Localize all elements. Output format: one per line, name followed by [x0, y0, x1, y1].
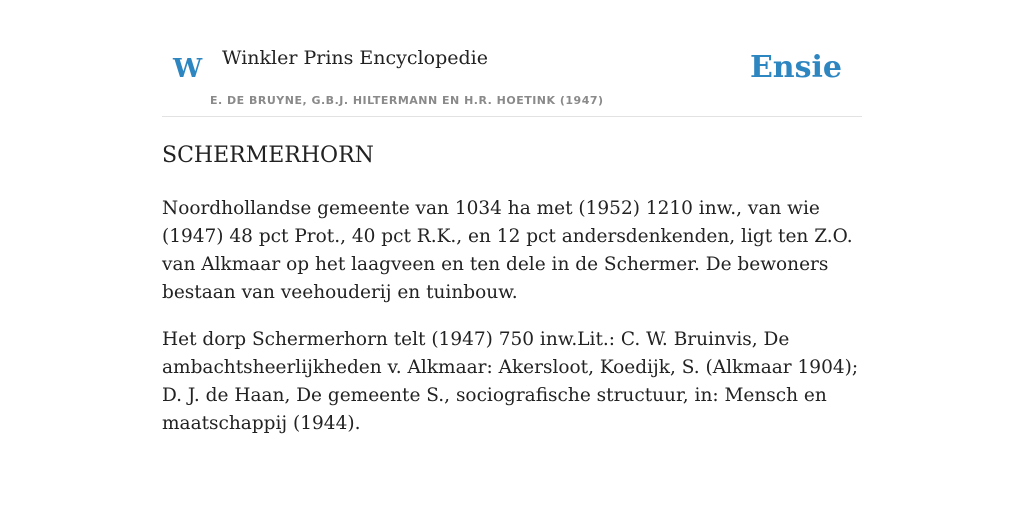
entry-paragraph: Het dorp Schermerhorn telt (1947) 750 inw.Lit.: C. W. Bruinvis, De ambachtsheerlijkheden v. Alkmaar: Akersloot, Koedijk, S. (Alkmaar 1904); D. J. de Haan, De gemeente S., sociografische structuur, in: Mensch en maatschappij (1944).	[162, 329, 859, 434]
brand-logo[interactable]: Ensie	[749, 50, 842, 85]
entry-paragraph: Noordhollandse gemeente van 1034 ha met (1952) 1210 inw., van wie (1947) 48 pct Prot., 40 pct R.K., en 12 pct andersdenkenden, ligt ten Z.O. van Alkmaar op het laagveen en ten dele in de Schermer. De bewoners bestaan van veehouderij en tuinbouw.	[162, 198, 853, 303]
page-header	[162, 0, 862, 117]
page-container	[162, 0, 862, 438]
publication-title[interactable]: Winkler Prins Encyclopedie	[222, 47, 488, 69]
publication-logo[interactable]: W	[173, 54, 203, 84]
entry-title: SCHERMERHORN	[162, 143, 374, 168]
publication-authors: E. DE BRUYNE, G.B.J. HILTERMANN EN H.R. HOETINK (1947)	[210, 94, 604, 107]
